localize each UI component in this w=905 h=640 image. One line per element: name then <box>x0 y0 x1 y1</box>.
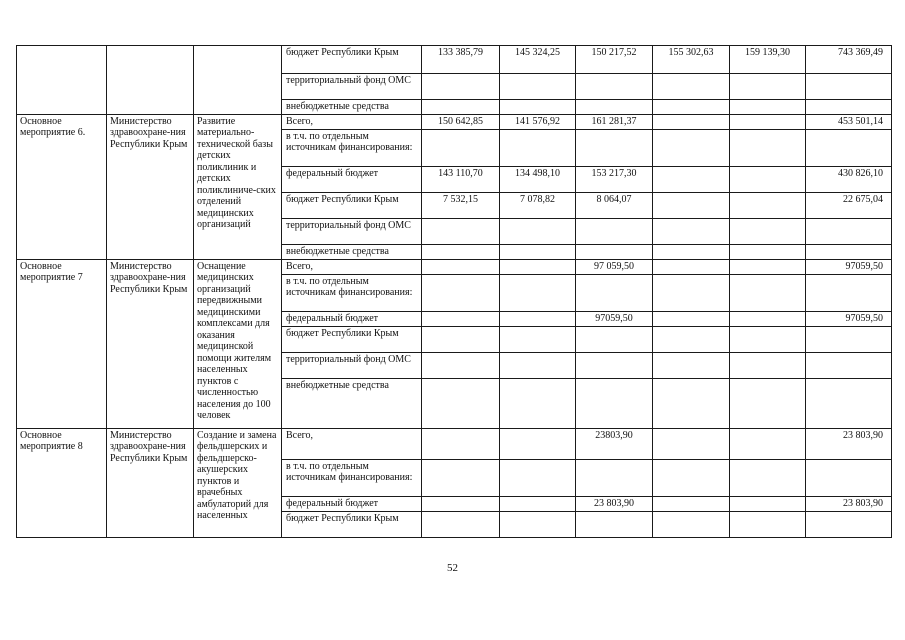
table-row <box>17 259 892 274</box>
value-cell <box>576 459 653 496</box>
value-cell <box>576 352 653 378</box>
value-cell <box>500 244 576 259</box>
value-cell <box>422 428 500 459</box>
value-cell <box>500 218 576 244</box>
value-cell: 141 576,92 <box>500 114 576 129</box>
value-cell <box>422 352 500 378</box>
value-cell <box>422 100 500 115</box>
value-cell <box>653 311 730 326</box>
value-cell <box>422 218 500 244</box>
event-name-cell: Основное мероприятие 8 <box>17 428 107 537</box>
value-cell: 743 369,49 <box>806 46 892 74</box>
value-cell <box>730 218 806 244</box>
value-cell <box>500 352 576 378</box>
value-cell <box>730 311 806 326</box>
description-cell <box>194 46 282 115</box>
executor-cell: Министерство здравоохране-ния Республики Крым <box>107 259 194 428</box>
value-cell <box>653 378 730 428</box>
value-cell <box>500 74 576 100</box>
value-cell <box>422 311 500 326</box>
executor-cell: Министерство здравоохране-ния Республики Крым <box>107 428 194 537</box>
value-cell <box>422 326 500 352</box>
value-cell <box>730 496 806 511</box>
value-cell <box>730 74 806 100</box>
value-cell: 8 064,07 <box>576 192 653 218</box>
value-cell <box>730 378 806 428</box>
value-cell <box>806 326 892 352</box>
value-cell <box>653 511 730 537</box>
description-cell: Оснащение медицинских организаций передвижными медицинскими комплексами для оказания медицинской помощи жителям населенных пунктов с численностью населения до 100 человек <box>194 259 282 428</box>
source-cell: территориальный фонд ОМС <box>282 352 422 378</box>
value-cell <box>730 326 806 352</box>
source-cell: внебюджетные средства <box>282 244 422 259</box>
value-cell <box>653 428 730 459</box>
value-cell: 23803,90 <box>576 428 653 459</box>
value-cell <box>576 511 653 537</box>
value-cell <box>806 459 892 496</box>
value-cell <box>500 459 576 496</box>
source-cell: в т.ч. по отдельным источникам финансирования: <box>282 274 422 311</box>
value-cell <box>806 129 892 166</box>
value-cell <box>730 428 806 459</box>
source-cell: федеральный бюджет <box>282 311 422 326</box>
value-cell <box>500 100 576 115</box>
value-cell: 7 532,15 <box>422 192 500 218</box>
value-cell <box>806 274 892 311</box>
value-cell <box>653 459 730 496</box>
page-number: 52 <box>447 562 458 574</box>
value-cell: 7 078,82 <box>500 192 576 218</box>
value-cell: 430 826,10 <box>806 166 892 192</box>
description-cell: Создание и замена фельдшерских и фельдшерско-акушерских пунктов и врачебных амбулаторий для населенных <box>194 428 282 537</box>
value-cell: 145 324,25 <box>500 46 576 74</box>
source-cell: Всего, <box>282 114 422 129</box>
value-cell <box>653 166 730 192</box>
source-cell: бюджет Республики Крым <box>282 511 422 537</box>
value-cell <box>653 192 730 218</box>
value-cell <box>422 274 500 311</box>
value-cell <box>576 274 653 311</box>
value-cell <box>576 100 653 115</box>
source-cell: Всего, <box>282 259 422 274</box>
value-cell <box>653 218 730 244</box>
source-cell: федеральный бюджет <box>282 496 422 511</box>
value-cell <box>422 74 500 100</box>
value-cell <box>653 496 730 511</box>
value-cell <box>576 326 653 352</box>
value-cell <box>422 511 500 537</box>
value-cell: 97 059,50 <box>576 259 653 274</box>
source-cell: внебюджетные средства <box>282 378 422 428</box>
value-cell <box>500 311 576 326</box>
value-cell: 97059,50 <box>806 311 892 326</box>
source-cell: территориальный фонд ОМС <box>282 74 422 100</box>
value-cell <box>730 114 806 129</box>
value-cell <box>730 100 806 115</box>
value-cell <box>653 244 730 259</box>
value-cell <box>576 244 653 259</box>
executor-cell <box>107 46 194 115</box>
value-cell: 159 139,30 <box>730 46 806 74</box>
source-cell: Всего, <box>282 428 422 459</box>
table-row <box>17 46 892 74</box>
executor-cell: Министерство здравоохране-ния Республики Крым <box>107 114 194 259</box>
value-cell <box>653 326 730 352</box>
value-cell <box>730 129 806 166</box>
value-cell <box>730 511 806 537</box>
value-cell: 155 302,63 <box>653 46 730 74</box>
value-cell: 134 498,10 <box>500 166 576 192</box>
value-cell <box>576 378 653 428</box>
value-cell <box>500 259 576 274</box>
value-cell: 150 217,52 <box>576 46 653 74</box>
value-cell <box>653 274 730 311</box>
value-cell: 143 110,70 <box>422 166 500 192</box>
value-cell: 133 385,79 <box>422 46 500 74</box>
value-cell <box>806 74 892 100</box>
source-cell: бюджет Республики Крым <box>282 326 422 352</box>
value-cell: 150 642,85 <box>422 114 500 129</box>
value-cell <box>730 459 806 496</box>
value-cell <box>500 129 576 166</box>
value-cell <box>653 114 730 129</box>
event-name-cell: Основное мероприятие 7 <box>17 259 107 428</box>
value-cell <box>500 511 576 537</box>
table-row <box>17 114 892 129</box>
value-cell <box>730 166 806 192</box>
value-cell: 23 803,90 <box>806 496 892 511</box>
value-cell: 22 675,04 <box>806 192 892 218</box>
value-cell: 23 803,90 <box>806 428 892 459</box>
value-cell <box>653 100 730 115</box>
description-cell: Развитие материально-технической базы детских поликлиник и детских поликлиниче-ских отделений медицинских организаций <box>194 114 282 259</box>
value-cell <box>806 511 892 537</box>
value-cell <box>730 352 806 378</box>
value-cell: 153 217,30 <box>576 166 653 192</box>
value-cell <box>653 352 730 378</box>
value-cell <box>500 326 576 352</box>
value-cell: 97059,50 <box>576 311 653 326</box>
source-cell: бюджет Республики Крым <box>282 192 422 218</box>
event-name-cell <box>17 46 107 115</box>
value-cell <box>806 100 892 115</box>
value-cell <box>422 378 500 428</box>
value-cell <box>422 459 500 496</box>
source-cell: бюджет Республики Крым <box>282 46 422 74</box>
value-cell <box>653 129 730 166</box>
event-name-cell: Основное мероприятие 6. <box>17 114 107 259</box>
source-cell: в т.ч. по отдельным источникам финансирования: <box>282 459 422 496</box>
value-cell <box>500 378 576 428</box>
value-cell <box>730 244 806 259</box>
source-cell: территориальный фонд ОМС <box>282 218 422 244</box>
source-cell: в т.ч. по отдельным источникам финансирования: <box>282 129 422 166</box>
value-cell <box>653 74 730 100</box>
value-cell <box>500 496 576 511</box>
value-cell: 23 803,90 <box>576 496 653 511</box>
source-cell: внебюджетные средства <box>282 100 422 115</box>
value-cell <box>806 378 892 428</box>
value-cell <box>422 244 500 259</box>
value-cell <box>576 218 653 244</box>
value-cell <box>806 244 892 259</box>
value-cell <box>422 259 500 274</box>
value-cell <box>730 274 806 311</box>
value-cell <box>500 428 576 459</box>
value-cell <box>576 129 653 166</box>
value-cell <box>500 274 576 311</box>
value-cell: 97059,50 <box>806 259 892 274</box>
value-cell <box>422 496 500 511</box>
value-cell <box>730 259 806 274</box>
table-row <box>17 428 892 459</box>
value-cell <box>730 192 806 218</box>
value-cell: 453 501,14 <box>806 114 892 129</box>
value-cell: 161 281,37 <box>576 114 653 129</box>
value-cell <box>806 218 892 244</box>
source-cell: федеральный бюджет <box>282 166 422 192</box>
value-cell <box>806 352 892 378</box>
budget-table <box>16 45 892 538</box>
value-cell <box>422 129 500 166</box>
value-cell <box>576 74 653 100</box>
value-cell <box>653 259 730 274</box>
